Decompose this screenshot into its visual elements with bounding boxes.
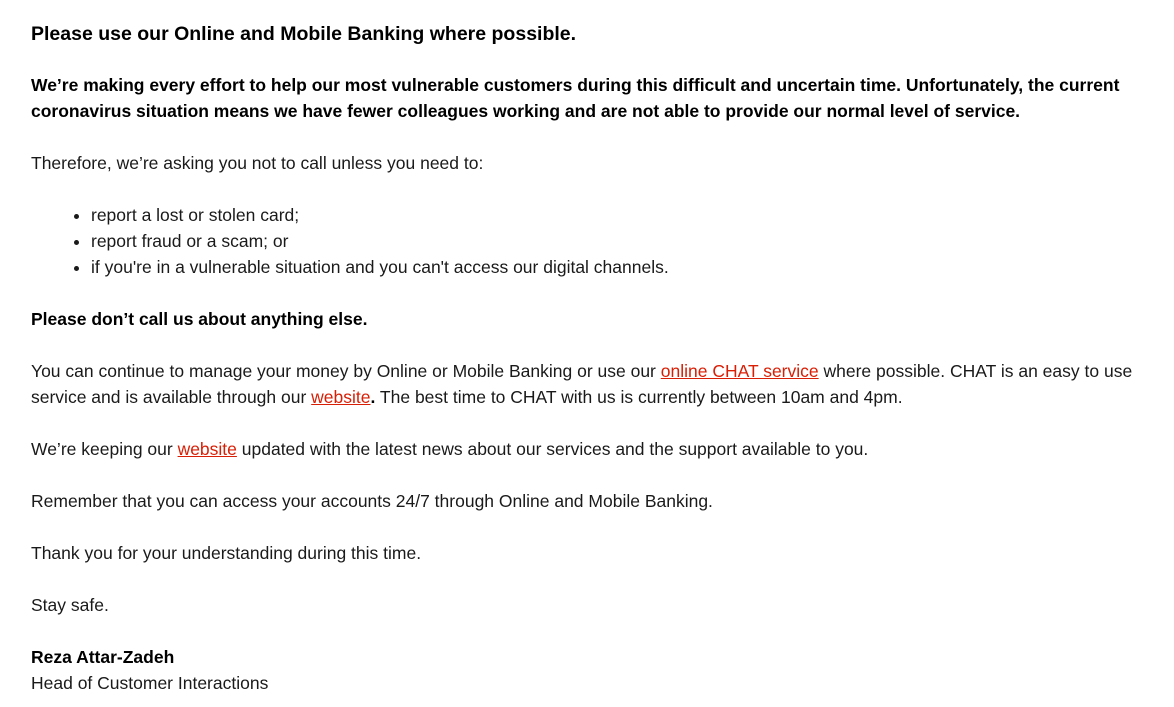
- page-heading: Please use our Online and Mobile Banking where possible.: [31, 23, 577, 45]
- therefore-paragraph: Therefore, we’re asking you not to call unless you need to:: [31, 153, 484, 173]
- website-link[interactable]: website: [177, 439, 237, 459]
- online-chat-service-link[interactable]: online CHAT service: [660, 361, 819, 381]
- keeping-text-2: updated with the latest news about our services and the support available to you.: [236, 439, 869, 459]
- manage-paragraph: [31, 358, 1143, 410]
- list-item: • report fraud or a scam; or: [91, 228, 1143, 254]
- manage-period: .: [370, 387, 376, 407]
- list-item: • if you're in a vulnerable situation and you can't access our digital channels.: [91, 254, 1143, 280]
- manage-text-2: where possible. CHAT is an easy to use service and is available through our: [31, 361, 1133, 407]
- manage-text-3: The best time to CHAT with us is currently between 10am and 4pm.: [375, 387, 903, 407]
- reasons-list: [31, 202, 1143, 280]
- keeping-paragraph: [31, 436, 1143, 462]
- thanks-paragraph: Thank you for your understanding during this time.: [31, 543, 422, 563]
- intro-paragraph: We’re making every effort to help our most vulnerable customers during this difficult and uncertain time. Unfortunately, the current coronavirus situation means we have fewer colleagues working and are not able to provide our normal level of service.: [31, 75, 1120, 121]
- manage-text-1: You can continue to manage your money by Online or Mobile Banking or use our: [31, 361, 661, 381]
- list-item: • report a lost or stolen card;: [91, 202, 1143, 228]
- signature-title: Head of Customer Interactions: [31, 673, 269, 693]
- website-link[interactable]: website: [311, 387, 371, 407]
- keeping-text-1: We’re keeping our: [31, 439, 178, 459]
- signature-name: Reza Attar-Zadeh: [31, 647, 175, 667]
- remember-paragraph: Remember that you can access your accounts 24/7 through Online and Mobile Banking.: [31, 491, 713, 511]
- stay-safe-paragraph: Stay safe.: [31, 595, 109, 615]
- dont-call-paragraph: Please don’t call us about anything else.: [31, 309, 368, 329]
